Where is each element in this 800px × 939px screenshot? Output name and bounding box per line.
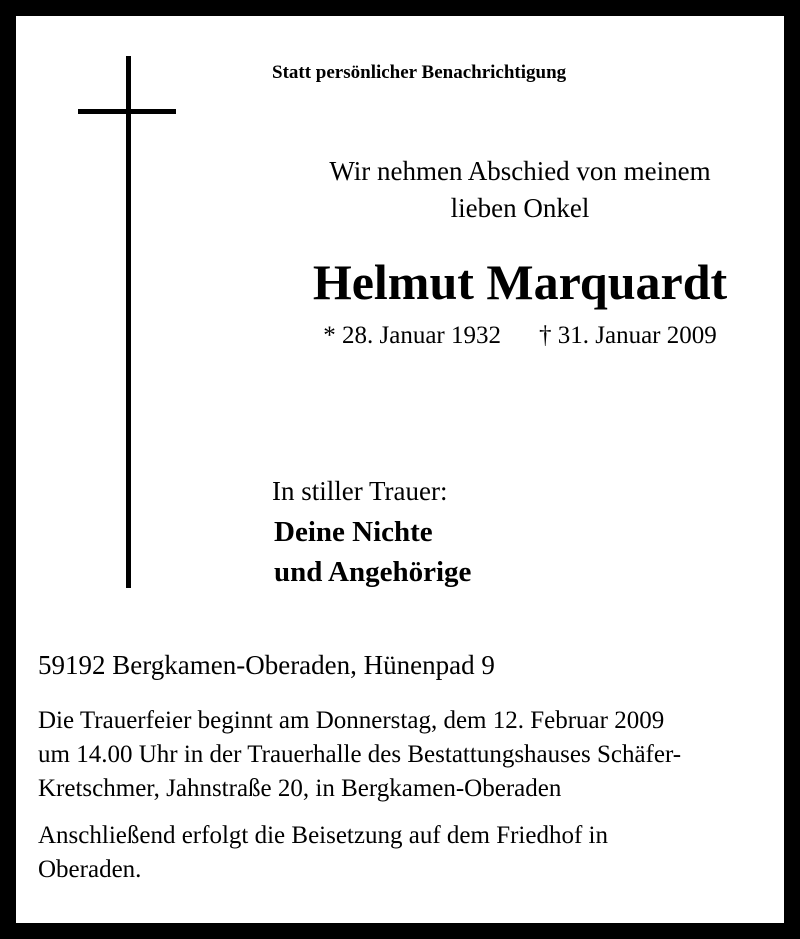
intro-line-1: Wir nehmen Abschied von meinem	[329, 156, 711, 186]
intro-line-2: lieben Onkel	[450, 193, 590, 223]
burial-line-1: Anschließend erfolgt die Beisetzung auf dem Friedhof in	[38, 822, 608, 849]
mourning-label: In stiller Trauer:	[272, 476, 448, 506]
death-date: † 31. Januar 2009	[539, 322, 717, 349]
ceremony-line-1: Die Trauerfeier beginnt am Donnerstag, dem 12. Februar 2009	[38, 707, 665, 734]
cross-icon-bar	[78, 109, 176, 114]
ceremony-line-2: um 14.00 Uhr in der Trauerhalle des Bestattungshauses Schäfer-	[38, 741, 682, 768]
address: 59192 Bergkamen-Oberaden, Hünenpad 9	[38, 650, 495, 680]
mourners-line-2: und Angehörige	[274, 556, 472, 588]
life-dates	[280, 322, 760, 350]
mourners-line-1: Deine Nichte	[274, 516, 433, 548]
burial-line-2: Oberaden.	[38, 856, 142, 883]
ceremony-line-3: Kretschmer, Jahnstraße 20, in Bergkamen-Oberaden	[38, 775, 562, 802]
cross-icon	[126, 56, 131, 588]
notice-heading: Statt persönlicher Benachrichtigung	[272, 62, 567, 83]
deceased-name: Helmut Marquardt	[312, 254, 728, 310]
birth-date: * 28. Januar 1932	[323, 322, 501, 349]
